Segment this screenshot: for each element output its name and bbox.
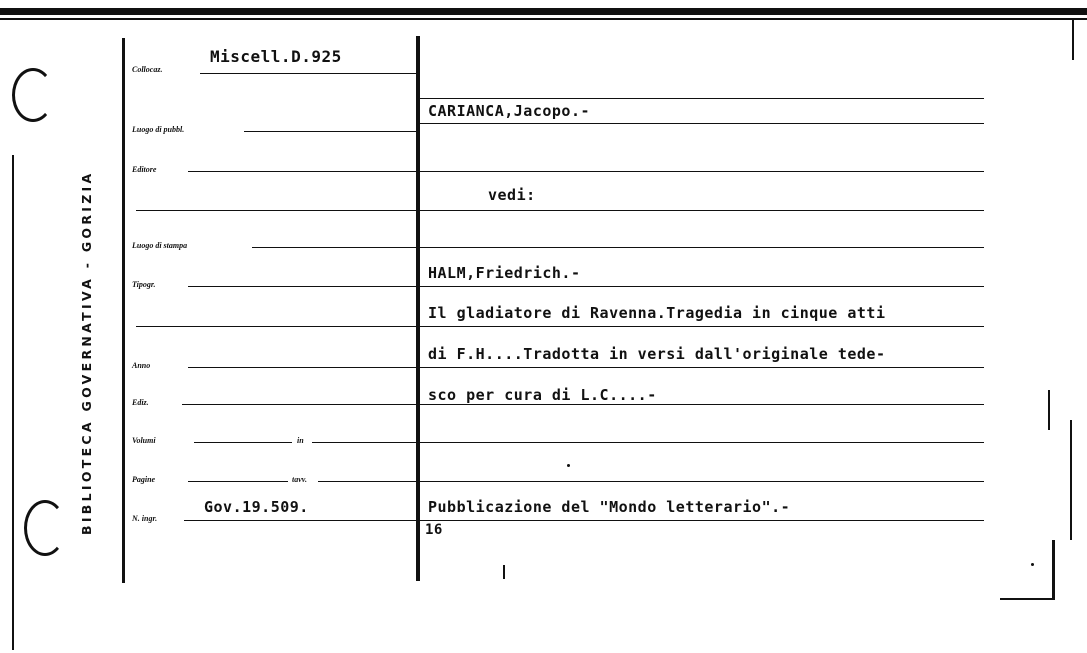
in-label: in xyxy=(297,436,304,445)
luogo-pubbl-line xyxy=(244,131,416,132)
center-column-rule xyxy=(416,36,420,581)
n-ingr-value: Gov.19.509. xyxy=(204,498,309,516)
collocazione-underline xyxy=(200,73,416,74)
entry-see: vedi: xyxy=(488,186,536,204)
editore-label: Editore xyxy=(132,165,157,174)
entry-title-line-3: sco per cura di L.C....- xyxy=(428,386,657,404)
tipogr-line-2 xyxy=(136,326,416,327)
entry-mark: 16 xyxy=(425,522,443,538)
tavv-label: tavv. xyxy=(292,475,308,484)
ediz-label: Ediz. xyxy=(132,398,149,407)
rule-7 xyxy=(420,326,984,327)
pagine-line xyxy=(188,481,288,482)
volumi-line xyxy=(194,442,292,443)
rule-3 xyxy=(420,171,984,172)
left-column-rule xyxy=(122,38,125,583)
rule-10 xyxy=(420,442,984,443)
rule-5 xyxy=(420,247,984,248)
rule-2 xyxy=(420,123,984,124)
entry-heading: CARIANCA,Jacopo.- xyxy=(428,102,591,120)
rule-12 xyxy=(420,520,984,521)
collocazione-label: Collocaz. xyxy=(132,65,163,74)
rule-4 xyxy=(420,210,984,211)
dust-mark xyxy=(503,565,505,579)
right-edge-mark xyxy=(1052,540,1055,600)
rule-1 xyxy=(420,98,984,99)
top-edge-strip xyxy=(0,8,1087,15)
rule-8 xyxy=(420,367,984,368)
right-edge-tick-3 xyxy=(1070,420,1072,540)
n-ingr-label: N. ingr. xyxy=(132,514,158,523)
entry-author: HALM,Friedrich.- xyxy=(428,264,581,282)
punch-hole-top xyxy=(12,68,54,122)
right-edge-foot xyxy=(1000,598,1055,600)
punch-hole-bottom xyxy=(24,500,66,556)
n-ingr-line xyxy=(184,520,416,521)
top-edge-strip-thin xyxy=(0,18,1087,20)
anno-label: Anno xyxy=(132,361,151,370)
editore-line-2 xyxy=(136,210,416,211)
rule-9 xyxy=(420,404,984,405)
in-line xyxy=(312,442,416,443)
right-edge-tick xyxy=(1072,20,1074,60)
luogo-stampa-line xyxy=(252,247,416,248)
volumi-label: Volumi xyxy=(132,436,156,445)
anno-line xyxy=(188,367,416,368)
pagine-label: Pagine xyxy=(132,475,156,484)
institution-side-label: BIBLIOTECA GOVERNATIVA - GORIZIA xyxy=(79,170,94,535)
editore-line xyxy=(188,171,416,172)
left-edge-mark xyxy=(12,155,14,650)
right-edge-tick-2 xyxy=(1048,390,1050,430)
entry-title-line-2: di F.H....Tradotta in versi dall'originale tede- xyxy=(428,345,886,363)
entry-title-line-1: Il gladiatore di Ravenna.Tragedia in cinque atti xyxy=(428,304,886,322)
rule-6 xyxy=(420,286,984,287)
luogo-stampa-label: Luogo di stampa xyxy=(132,241,188,250)
rule-11 xyxy=(420,481,984,482)
entry-note: Pubblicazione del "Mondo letterario".- xyxy=(428,498,791,516)
dust-speck xyxy=(567,464,570,467)
collocazione-value: Miscell.D.925 xyxy=(210,47,342,66)
dust-speck xyxy=(1031,563,1034,566)
ediz-line xyxy=(182,404,416,405)
luogo-pubbl-label: Luogo di pubbl. xyxy=(132,125,185,134)
tavv-line xyxy=(318,481,416,482)
tipogr-line xyxy=(188,286,416,287)
tipogr-label: Tipogr. xyxy=(132,280,156,289)
